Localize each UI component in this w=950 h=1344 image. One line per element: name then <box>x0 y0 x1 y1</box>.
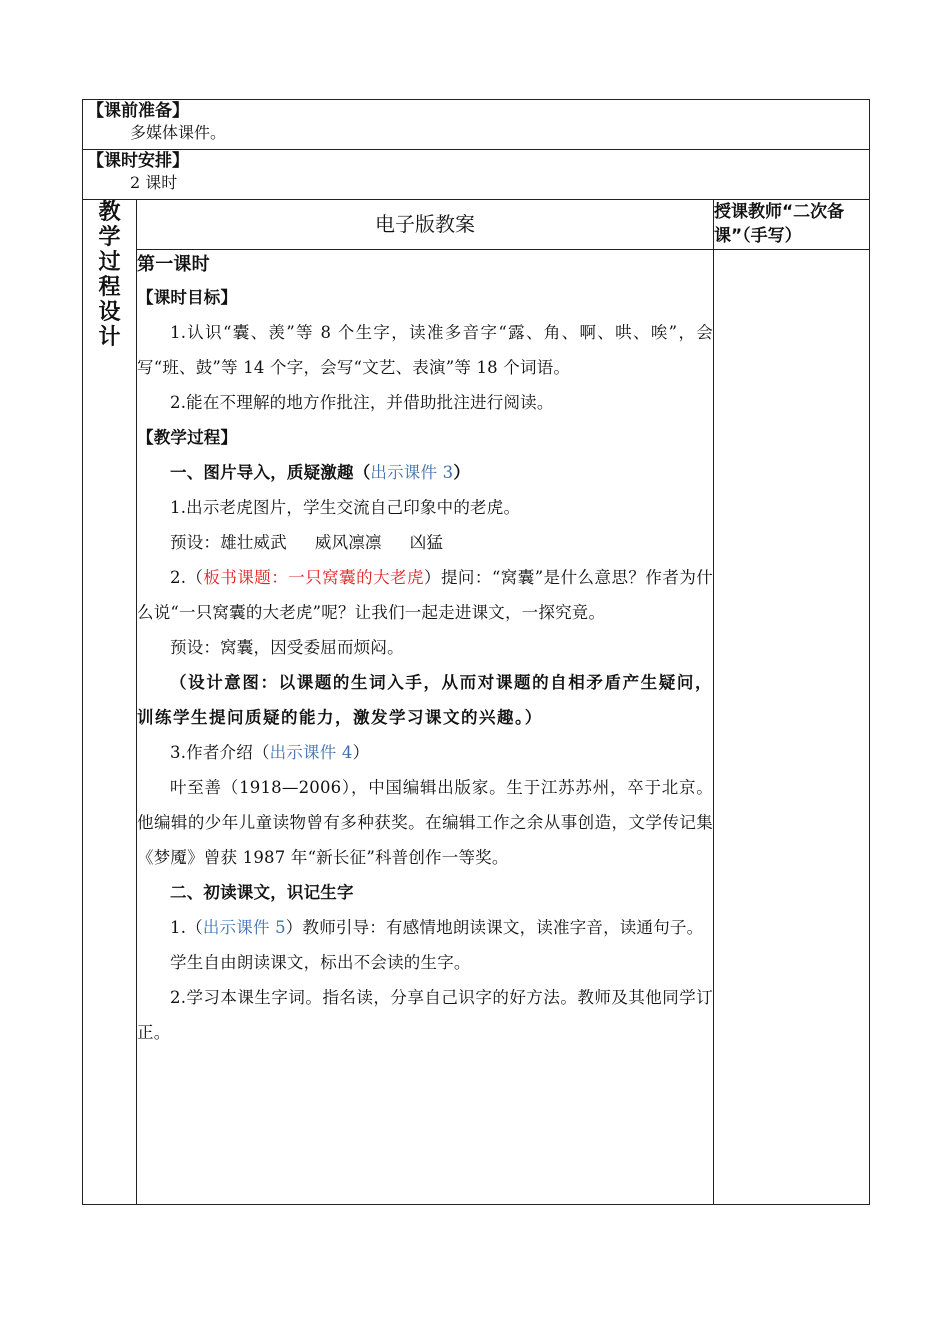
schedule-cell <box>83 150 870 200</box>
header-row <box>83 200 870 250</box>
prep-row <box>83 100 870 150</box>
side-label: 教 学 过 程 设 计 <box>83 200 137 1205</box>
lesson-content <box>137 250 714 1205</box>
goals-heading: 【课时目标】 <box>137 288 238 307</box>
courseware-link-5[interactable]: 出示课件 5 <box>202 918 286 937</box>
section-1-item-3: 3.作者介绍（出示课件 4） <box>170 743 370 762</box>
section-1-preset: 预设：雄壮威武 威风凛凛 凶猛 <box>170 533 444 552</box>
main-header: 电子版教案 <box>137 200 714 250</box>
section-2-free-reading: 学生自由朗读课文，标出不会读的生字。 <box>170 953 471 972</box>
design-intent: （设计意图：以课题的生词入手，从而对课题的自相矛盾产生疑问，训练学生提问质疑的能力，激发学习课文的兴趣。） <box>137 673 713 727</box>
author-intro: 叶至善（1918—2006），中国编辑出版家。生于江苏苏州，卒于北京。他编辑的少年儿童读物曾有多种获奖。在编辑工作之余从事创造，文学传记集《梦魇》曾获 1987 年“新长征”科普创作一等奖。 <box>137 778 713 867</box>
process-heading: 【教学过程】 <box>137 428 238 447</box>
lesson-plan-table <box>82 99 870 1205</box>
section-1-item-1: 1.出示老虎图片，学生交流自己印象中的老虎。 <box>170 498 521 517</box>
section-2-item-2: 2.学习本课生字词。指名读，分享自己识字的好方法。教师及其他同学订正。 <box>137 988 713 1042</box>
prep-cell <box>83 100 870 150</box>
section-1-item-2: 2.（板书课题：一只窝囊的大老虎）提问：“窝囊”是什么意思？作者为什么说“一只窝囊的大老虎”呢？让我们一起走进课文，一探究竟。 <box>137 568 714 622</box>
content-row <box>83 250 870 1205</box>
courseware-link-3[interactable]: 出示课件 3 <box>370 463 454 482</box>
section-1-title: 一、图片导入，质疑激趣（出示课件 3） <box>170 463 471 482</box>
prep-text: 多媒体课件。 <box>130 123 227 142</box>
section-1-preset-2: 预设：窝囊，因受委屈而烦闷。 <box>170 638 404 657</box>
handwritten-notes-area[interactable] <box>714 250 870 1205</box>
schedule-row <box>83 150 870 200</box>
goal-2: 2.能在不理解的地方作批注，并借助批注进行阅读。 <box>170 393 554 412</box>
lesson-title: 第一课时 <box>137 254 210 275</box>
prep-heading: 【课前准备】 <box>87 101 189 121</box>
section-2-title: 二、初读课文，识记生字 <box>170 883 354 902</box>
courseware-link-4[interactable]: 出示课件 4 <box>269 743 353 762</box>
notes-header: 授课教师“二次备课”（手写） <box>714 200 870 250</box>
schedule-heading: 【课时安排】 <box>87 151 189 171</box>
lesson-plan-sheet <box>82 99 869 1205</box>
schedule-text: 2 课时 <box>130 173 178 192</box>
goal-1: 1.认识“囊、羡”等 8 个生字，读准多音字“露、角、啊、哄、唉”，会写“班、鼓”等 14 个字，会写“文艺、表演”等 18 个词语。 <box>137 323 713 377</box>
section-2-item-1: 1.（出示课件 5）教师引导：有感情地朗读课文，读准字音，读通句子。 <box>170 918 704 937</box>
board-title: 板书课题：一只窝囊的大老虎 <box>203 568 424 587</box>
